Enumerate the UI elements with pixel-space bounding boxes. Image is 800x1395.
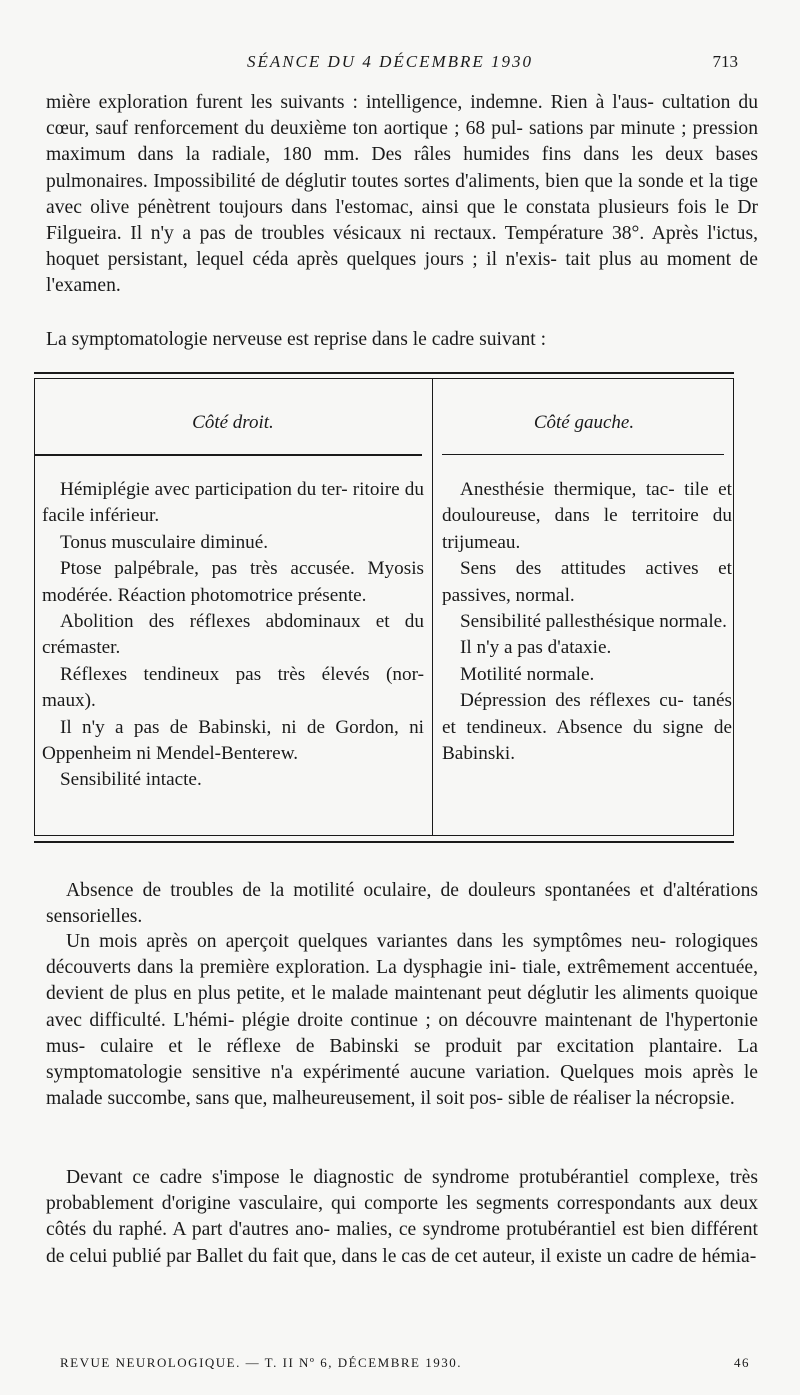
right-entry: Sens des attitudes actives et passives, normal. xyxy=(442,558,732,606)
table-left-rule xyxy=(34,378,35,836)
left-entry: Tonus musculaire diminué. xyxy=(60,531,269,553)
table-top-rule-thin xyxy=(34,378,734,379)
right-entry: Dépression des réflexes cu- tanés et tendineux. Absence du signe de Babinski. xyxy=(442,690,732,765)
right-entry: Il n'y a pas d'ataxie. xyxy=(460,637,612,659)
running-title: SÉANCE DU 4 DÉCEMBRE 1930 xyxy=(246,52,534,71)
left-column-heading: Côté droit. xyxy=(192,412,274,433)
table-right-rule xyxy=(733,378,734,836)
page-number: 713 xyxy=(712,52,738,71)
left-entry: Il n'y a pas de Babinski, ni de Gordon, ni Oppenheim ni Mendel-Benterew. xyxy=(42,716,424,765)
left-column-body xyxy=(42,477,424,794)
paragraph-diagnosis: Devant ce cadre s'impose le diagnostic de syndrome protubérantiel complexe, très probablement d'origine vasculaire, qui comporte les segments correspondants aux deux côtés du raphé. A part d'autres ano- malies, ce syndrome protubérantiel est bien différent de celui publié par Ballet du fait que, dans le cas de cet auteur, il existe un cadre de hémia- xyxy=(46,1167,758,1267)
right-entry: Anesthésie thermique, tac- tile et douloureuse, dans le territoire du trijumeau. xyxy=(442,479,732,553)
left-entry: Abolition des réflexes abdominaux et du crémaster. xyxy=(42,611,424,659)
right-entry: Sensibilité pallesthésique normale. xyxy=(460,611,727,633)
left-entry: Ptose palpébrale, pas très accusée. Myosis modérée. Réaction photomotrice présente. xyxy=(42,558,424,606)
right-column-heading: Côté gauche. xyxy=(533,412,635,433)
table-bottom-rule-thin xyxy=(34,835,734,836)
paragraph-evolution: Un mois après on aperçoit quelques variantes dans les symptômes neu- rologiques découverts dans la première exploration. La dysphagie ini- tiale, extrêmement accentuée, devient de plus en plus petite, et le malade maintenant peut déglutir les aliments quoique avec difficulté. L'hémi- plégie droite continue ; on découvre maintenant de l'hypertonie mus- culaire et le réflexe de Babinski se produit par excitation plantaire. La symptomatologie sensitive n'a expérimenté aucune variation. Quelques mois après le malade succombe, sans que, malheureusement, il soit pos- sible de réaliser la nécropsie. xyxy=(46,931,758,1110)
left-entry: Réflexes tendineux pas très élevés (nor- maux). xyxy=(42,663,424,712)
running-head xyxy=(0,52,800,76)
table-center-rule xyxy=(432,378,433,836)
footer-journal: REVUE NEUROLOGIQUE. — T. II Nº 6, DÉCEMBRE 1930. xyxy=(60,1355,462,1370)
table-bottom-rule xyxy=(34,841,734,843)
right-entry: Motilité normale. xyxy=(460,663,595,685)
right-column-body xyxy=(442,477,732,767)
paragraph-table-intro: La symptomatologie nerveuse est reprise dans le cadre suivant : xyxy=(46,329,547,350)
symptom-table xyxy=(34,372,734,844)
paragraph-exam-findings: mière exploration furent les suivants : intelligence, indemne. Rien à l'aus- cultation du cœur, sauf renforcement du deuxième ton aortique ; 68 pul- sations par minute ; pression maximum dans la radiale, 180 mm. Des râles humides fins dans les deux bases pulmonaires. Impossibilité de déglutir toutes sortes d'aliments, bien que la sonde et la tige avec olive pénètrent toujours dans l'estomac, ainsi que le constata plusieurs fois le Dr Filgueira. Il n'y a pas de troubles vésicaux ni rectaux. Température 38°. Après l'ictus, hoquet persistant, lequel céda après quelques jours ; il n'exis- tait plus au moment de l'examen. xyxy=(46,92,758,297)
right-heading-rule xyxy=(442,454,724,455)
paragraph-oculomotor: Absence de troubles de la motilité oculaire, de douleurs spontanées et d'altérations sensorielles. xyxy=(46,880,758,928)
left-entry: Hémiplégie avec participation du ter- ritoire du facile inférieur. xyxy=(42,479,424,527)
left-heading-rule xyxy=(34,454,422,456)
left-entry: Sensibilité intacte. xyxy=(60,769,202,791)
footer-folio: 46 xyxy=(734,1355,750,1370)
page-footer xyxy=(60,1355,750,1377)
table-top-rule xyxy=(34,372,734,374)
